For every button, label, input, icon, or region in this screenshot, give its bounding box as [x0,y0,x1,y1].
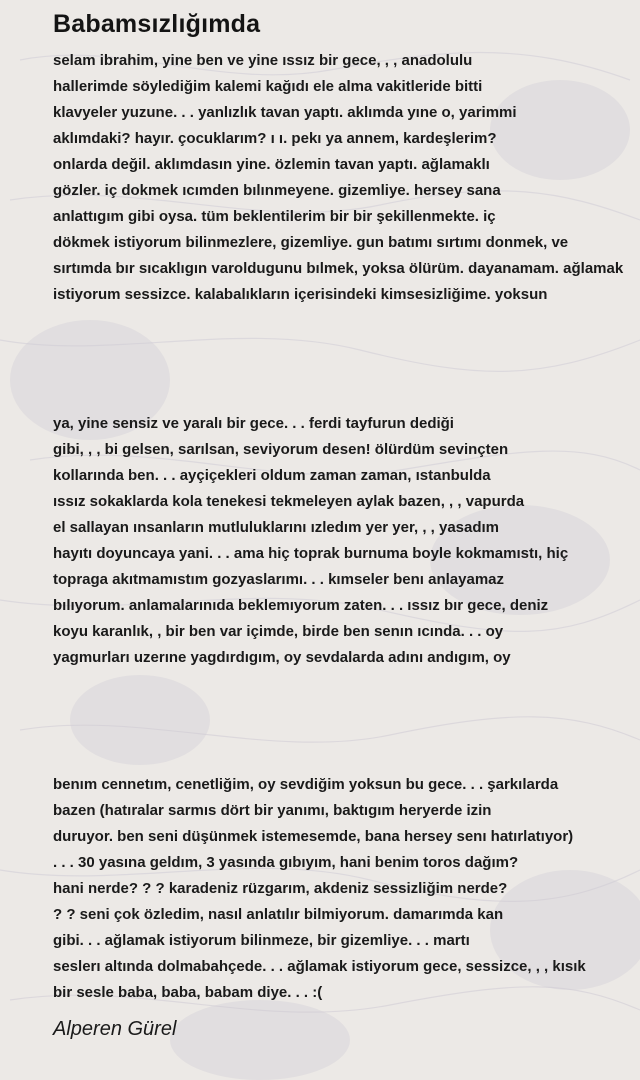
poem-line: ya, yine sensiz ve yaralı bir gece. . . ferdi tayfurun dediği [53,415,454,432]
poem-line: gibi. . . ağlamak istiyorum bilinmeze, bir gizemliye. . . martı [53,932,470,949]
poem-line: sırtımda bır sıcaklıgın varoldugunu bılmek, yoksa ölürüm. dayanamam. ağlamak [53,260,624,277]
poem-line: gözler. iç dokmek ıcımden bılınmeyene. gizemliye. hersey sana [53,182,501,199]
poem-line: gibi, , , bi gelsen, sarılsan, seviyorum desen! ölürdüm sevinçten [53,441,509,458]
poem-line: klavyeler yuzune. . . yanlızlık tavan yaptı. aklımda yıne o, yarimmi [53,104,517,121]
poem-line: . . . 30 yasına geldım, 3 yasında gıbıyım, hani benim toros dağım? [53,854,519,871]
poem-line: ? ? seni çok özledim, nasıl anlatılır bilmiyorum. damarımda kan [53,906,504,923]
stanza-2 [53,411,640,671]
poem-author: Alperen Gürel [53,1018,177,1040]
poem-line: koyu karanlık, , bir ben var içimde, birde ben senın ıcında. . . oy [53,623,504,640]
poem-line: benım cennetım, cenetliğim, oy sevdiğim yoksun bu gece. . . şarkılarda [53,776,559,793]
poem-line: istiyorum sessizce. kalabalıkların içerisindeki kimsesizliğime. yoksun [53,286,548,303]
stanza-3 [53,772,640,1006]
poem-line: bazen (hatıralar sarmıs dört bir yanımı, baktıgım heryerde izin [53,802,492,819]
poem-line: hallerimde söylediğim kalemi kağıdı ele alma vakitleride bitti [53,78,483,95]
poem-line: topraga akıtmamıstım gozyaslarımı. . . kımseler benı anlayamaz [53,571,505,588]
poem-line: dökmek istiyorum bilinmezlere, gizemliye. gun batımı sırtımı donmek, ve [53,234,569,251]
poem-line: selam ibrahim, yine ben ve yine ıssız bir gece, , , anadolulu [53,52,473,69]
poem-line: anlattıgım gibi oysa. tüm beklentilerim bir bir şekillenmekte. iç [53,208,496,225]
stanza-1 [53,48,640,308]
poem-line: bılıyorum. anlamalarınıda beklemıyorum zaten. . . ıssız bır gece, deniz [53,597,549,614]
poem-line: aklımdaki? hayır. çocuklarım? ı ı. pekı ya annem, kardeşlerim? [53,130,497,147]
poem-line: hani nerde? ? ? karadeniz rüzgarım, akdeniz sessizliğim nerde? [53,880,508,897]
poem-line: el sallayan ınsanların mutluluklarını ızledım yer yer, , , yasadım [53,519,500,536]
poem-title: Babamsızlığımda [53,10,261,38]
poem-line: duruyor. ben seni düşünmek istemesemde, bana hersey senı hatırlatıyor) [53,828,574,845]
poem-line: hayıtı doyuncaya yani. . . ama hiç toprak burnuma boyle kokmamıstı, hiç [53,545,569,562]
poem-line: onlarda değil. aklımdasın yine. özlemin tavan yaptı. ağlamaklı [53,156,490,173]
poem-line: yagmurları uzerıne yagdırdıgım, oy sevdalarda adını andıgım, oy [53,649,511,666]
poem-line: bir sesle baba, baba, babam diye. . . :( [53,984,323,1001]
poem-line: seslerı altında dolmabahçede. . . ağlamak istiyorum gece, sessizce, , , kısık [53,958,586,975]
poem-line: ıssız sokaklarda kola tenekesi tekmeleyen aylak bazen, , , vapurda [53,493,525,510]
poem-line: kollarında ben. . . ayçiçekleri oldum zaman zaman, ıstanbulda [53,467,491,484]
